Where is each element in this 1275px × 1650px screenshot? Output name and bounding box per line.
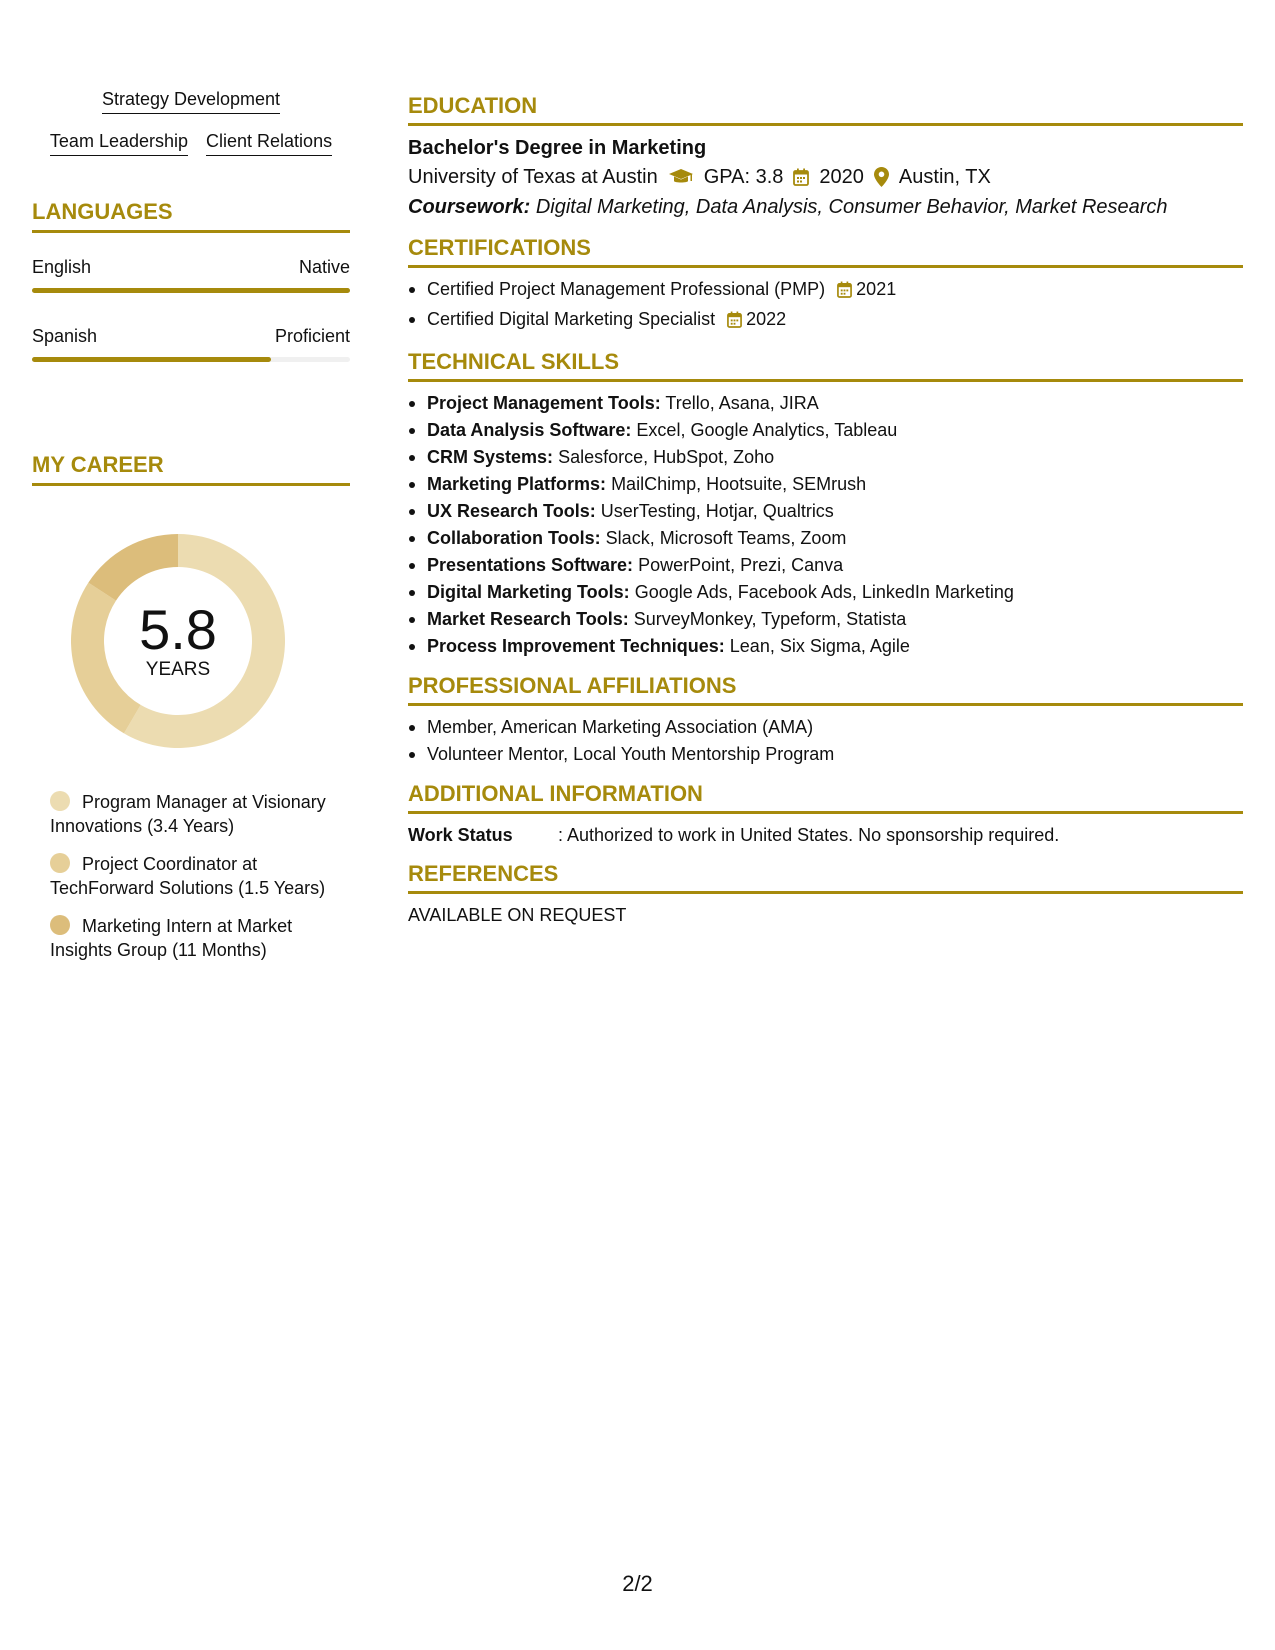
technical-skills-list	[408, 390, 1243, 660]
language-bar-fill	[32, 288, 350, 293]
degree-title: Bachelor's Degree in Marketing	[408, 137, 707, 159]
affiliations-section	[408, 672, 1243, 768]
list-item	[408, 276, 1243, 306]
career-legend-item	[50, 790, 350, 838]
skill-category: Process Improvement Techniques:	[427, 636, 725, 656]
list-item	[408, 390, 1243, 417]
skill-tag: Strategy Development	[102, 88, 280, 114]
career-legend-item	[50, 852, 350, 900]
references-text: AVAILABLE ON REQUEST	[408, 905, 627, 925]
calendar-icon	[793, 168, 809, 186]
list-item	[408, 444, 1243, 471]
career-legend-item	[50, 914, 350, 962]
list-item	[408, 552, 1243, 579]
legend-dot	[50, 791, 70, 811]
list-item	[408, 606, 1243, 633]
work-status-value: : Authorized to work in United States. No sponsorship required.	[558, 825, 1060, 845]
references-section	[408, 860, 1243, 928]
skill-tag: Client Relations	[206, 130, 332, 156]
certifications-heading: CERTIFICATIONS	[408, 234, 1243, 268]
languages-heading: LANGUAGES	[32, 198, 350, 233]
affiliations-list	[408, 714, 1243, 768]
school-name: University of Texas at Austin	[408, 166, 658, 188]
additional-info-section	[408, 780, 1243, 848]
location-pin-icon	[874, 167, 889, 187]
graduation-year: 2020	[819, 166, 864, 188]
language-bar	[32, 288, 350, 293]
skill-tags	[32, 88, 350, 172]
skill-category: Marketing Platforms:	[427, 474, 607, 494]
skill-values: Lean, Six Sigma, Agile	[729, 636, 910, 656]
skill-values: PowerPoint, Prezi, Canva	[638, 555, 844, 575]
technical-skills-heading: TECHNICAL SKILLS	[408, 348, 1243, 382]
skill-values: SurveyMonkey, Typeform, Statista	[633, 609, 907, 629]
career-legend	[50, 790, 350, 976]
references-heading: REFERENCES	[408, 860, 1243, 894]
school-location: Austin, TX	[898, 166, 991, 188]
language-name: English	[32, 257, 92, 277]
legend-dot	[50, 853, 70, 873]
coursework-list: Digital Marketing, Data Analysis, Consumer Behavior, Market Research	[535, 196, 1168, 218]
list-item: Member, American Marketing Association (AMA)	[408, 714, 1243, 741]
calendar-icon	[727, 309, 742, 336]
career-heading: MY CAREER	[32, 451, 350, 486]
career-legend-label: Project Coordinator at TechForward Solutions (1.5 Years)	[50, 854, 326, 898]
certification-name: Certified Project Management Professional (PMP)	[427, 279, 826, 299]
language-level: Proficient	[274, 326, 350, 346]
education-heading: EDUCATION	[408, 92, 1243, 126]
language-level: Native	[298, 257, 350, 277]
gpa: GPA: 3.8	[703, 166, 784, 188]
affiliations-heading: PROFESSIONAL AFFILIATIONS	[408, 672, 1243, 706]
career-total-years: 5.8	[139, 598, 217, 661]
skill-values: Salesforce, HubSpot, Zoho	[558, 447, 775, 467]
list-item	[408, 417, 1243, 444]
certification-year: 2021	[856, 279, 897, 299]
career-legend-label: Program Manager at Visionary Innovations (3.4 Years)	[50, 792, 326, 836]
additional-info-heading: ADDITIONAL INFORMATION	[408, 780, 1243, 814]
coursework-label: Coursework:	[408, 196, 531, 218]
language-bar-fill	[32, 357, 271, 362]
legend-dot	[50, 915, 70, 935]
skill-tag-row	[32, 130, 350, 156]
skill-category: Data Analysis Software:	[427, 420, 632, 440]
skill-tag-row	[32, 88, 350, 114]
skill-values: UserTesting, Hotjar, Qualtrics	[600, 501, 834, 521]
list-item	[408, 471, 1243, 498]
language-spanish	[32, 325, 350, 362]
coursework	[408, 192, 1243, 222]
skill-values: Excel, Google Analytics, Tableau	[636, 420, 898, 440]
career-legend-label: Marketing Intern at Market Insights Group (11 Months)	[50, 916, 293, 960]
list-item	[408, 306, 1243, 336]
skill-category: Presentations Software:	[427, 555, 634, 575]
skill-category: Project Management Tools:	[427, 393, 661, 413]
skill-values: Trello, Asana, JIRA	[665, 393, 819, 413]
skill-category: CRM Systems:	[427, 447, 554, 467]
right-column	[408, 92, 1243, 940]
certifications-section	[408, 234, 1243, 336]
certifications-list	[408, 276, 1243, 336]
list-item	[408, 498, 1243, 525]
list-item	[408, 579, 1243, 606]
work-status-row	[408, 822, 1243, 848]
career-donut-chart	[65, 528, 291, 754]
certification-name: Certified Digital Marketing Specialist	[427, 309, 716, 329]
career-total-unit: YEARS	[145, 659, 211, 680]
language-bar	[32, 357, 350, 362]
list-item: Volunteer Mentor, Local Youth Mentorship Program	[408, 741, 1243, 768]
technical-skills-section	[408, 348, 1243, 660]
language-english	[32, 256, 350, 293]
list-item	[408, 525, 1243, 552]
education-details	[408, 162, 1243, 192]
calendar-icon	[837, 279, 852, 306]
skill-values: Slack, Microsoft Teams, Zoom	[605, 528, 847, 548]
skill-values: MailChimp, Hootsuite, SEMrush	[611, 474, 867, 494]
skill-tag: Team Leadership	[50, 130, 188, 156]
page-number: 2/2	[622, 1571, 653, 1596]
list-item	[408, 633, 1243, 660]
skill-category: UX Research Tools:	[427, 501, 596, 521]
certification-year: 2022	[746, 309, 787, 329]
education-section	[408, 92, 1243, 222]
skill-category: Market Research Tools:	[427, 609, 629, 629]
work-status-label: Work Status	[408, 825, 513, 845]
graduation-cap-icon	[668, 168, 694, 186]
skill-values: Google Ads, Facebook Ads, LinkedIn Marketing	[634, 582, 1014, 602]
skill-category: Digital Marketing Tools:	[427, 582, 630, 602]
skill-category: Collaboration Tools:	[427, 528, 601, 548]
language-name: Spanish	[32, 326, 98, 346]
